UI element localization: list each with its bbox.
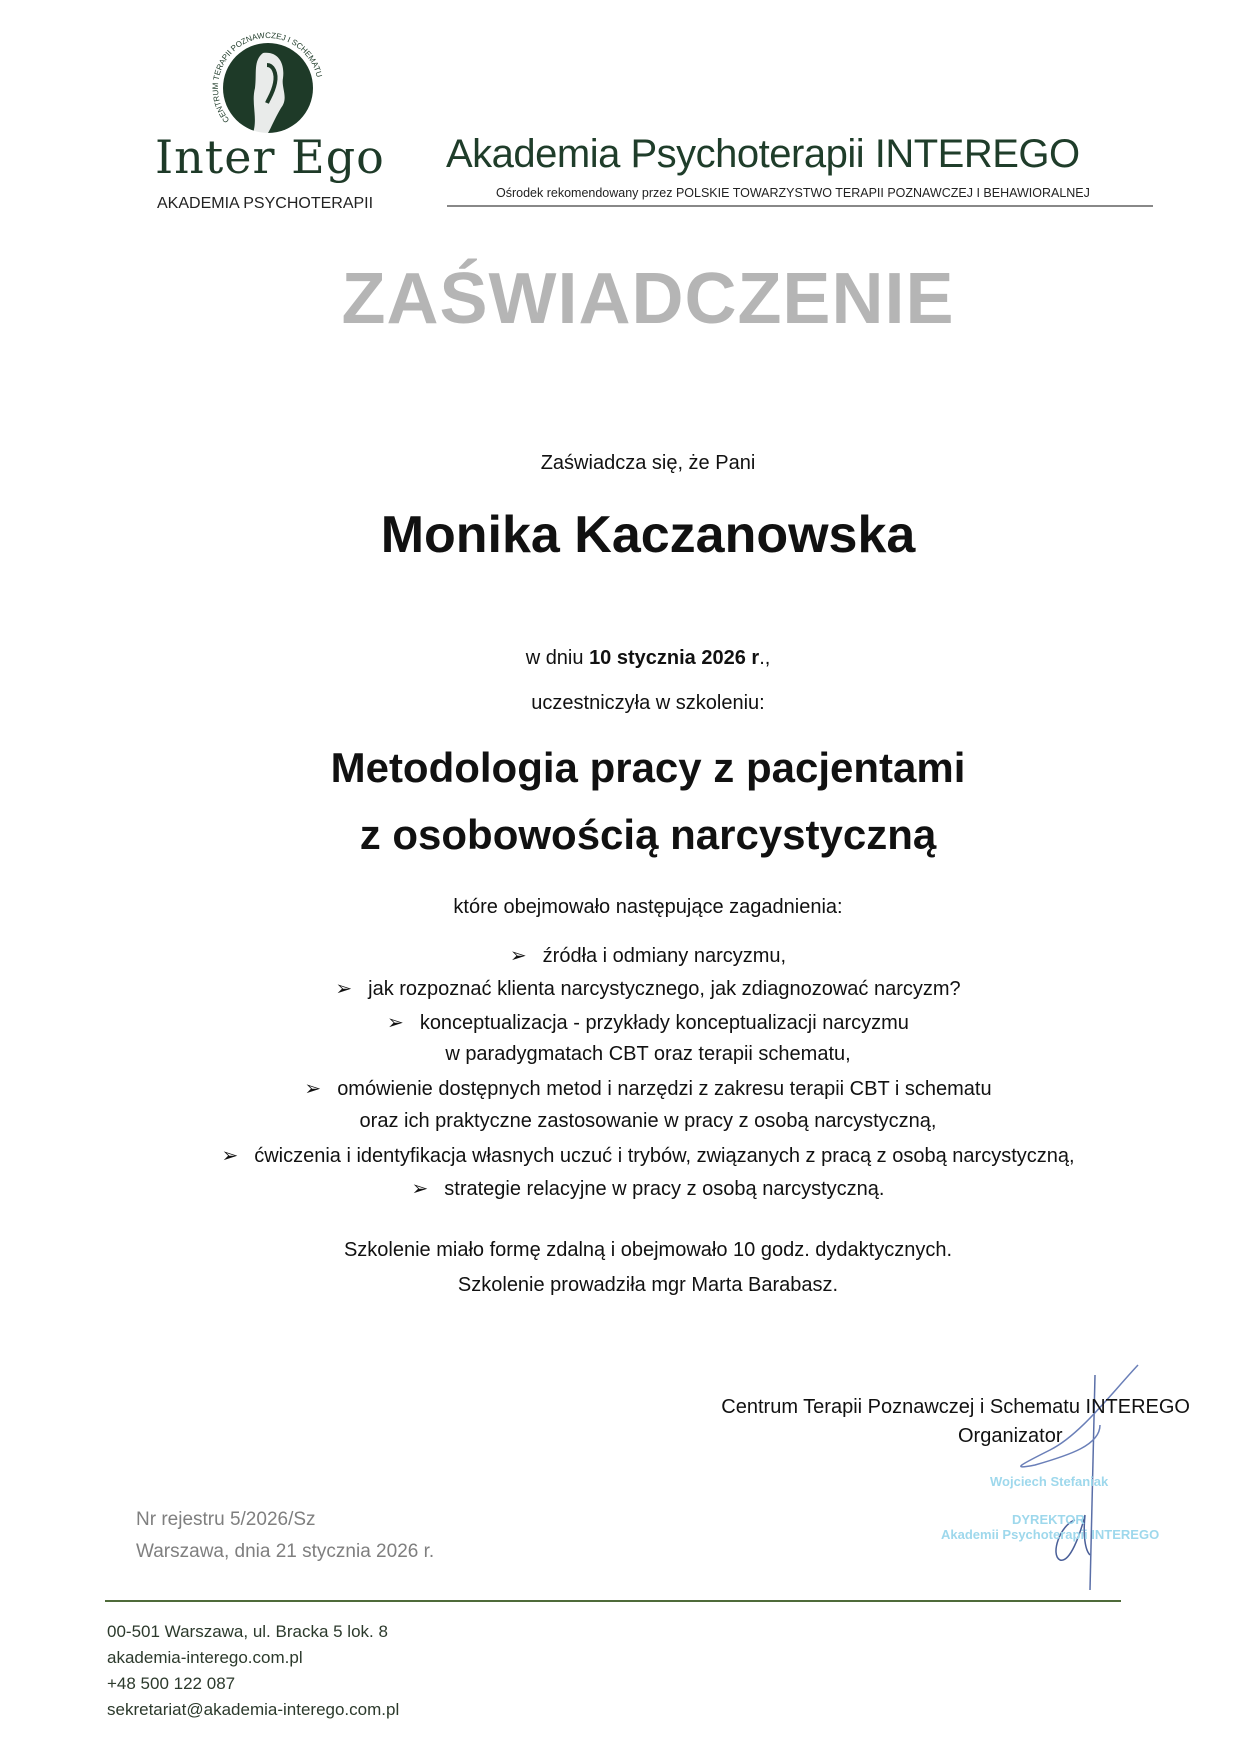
topic-text: konceptualizacja - przykłady konceptualizacji narcyzmu	[419, 1011, 909, 1034]
footer-website[interactable]: akademia-interego.com.pl	[107, 1648, 303, 1667]
registry-number: Nr rejestru 5/2026/Sz	[136, 1509, 316, 1530]
topic-text: w paradygmatach CBT oraz terapii schematu,	[445, 1042, 851, 1065]
arrow-bullet-icon: ➢	[335, 978, 353, 1001]
topic-text: źródła i odmiany narcyzmu,	[542, 945, 787, 967]
logo-ring-icon	[208, 28, 328, 128]
topic-item	[0, 1176, 1240, 1201]
date-line	[0, 647, 1240, 670]
course-title-line1: Metodologia pracy z pacjentami	[330, 744, 966, 791]
topic-text: omówienie dostępnych metod i narzędzi z zakresu terapii CBT i schematu	[337, 1078, 992, 1101]
course-date: 10 stycznia 2026 r	[589, 647, 760, 669]
stamp-name: Wojciech Stefaniak	[990, 1474, 1109, 1489]
date-suffix: .,	[759, 647, 771, 669]
topic-item	[0, 943, 1240, 968]
footer-email[interactable]: sekretariat@akademia-interego.com.pl	[107, 1700, 400, 1719]
intro-text: Zaświadcza się, że Pani	[540, 452, 756, 474]
topic-text: jak rozpoznać klienta narcystycznego, jak zdiagnozować narcyzm?	[368, 978, 961, 1001]
course-trainer: Szkolenie prowadziła mgr Marta Barabasz.	[457, 1274, 839, 1296]
stamp-org: Akademii Psychoterapii INTEREGO	[941, 1527, 1160, 1542]
registry-place-date: Warszawa, dnia 21 stycznia 2026 r.	[136, 1541, 435, 1562]
date-prefix: w dniu	[525, 647, 590, 669]
topics-intro: które obejmowało następujące zagadnienia:	[453, 896, 843, 918]
footer-address: 00-501 Warszawa, ul. Bracka 5 lok. 8	[107, 1622, 388, 1641]
logo-subtitle: AKADEMIA PSYCHOTERAPII	[157, 195, 374, 212]
arrow-bullet-icon: ➢	[411, 1178, 429, 1201]
topic-item	[0, 1110, 1240, 1133]
logo-name: Inter Ego	[155, 130, 385, 184]
topic-item	[0, 976, 1240, 1001]
org-subtitle: Ośrodek rekomendowany przez POLSKIE TOWARZYSTWO TERAPII POZNAWCZEJ I BEHAWIORALNEJ	[496, 186, 1090, 200]
header-divider	[447, 205, 1153, 207]
arrow-bullet-icon: ➢	[304, 1078, 322, 1101]
organizer-name: Centrum Terapii Poznawczej i Schematu INTEREGO	[721, 1396, 1190, 1418]
topic-text: ćwiczenia i identyfikacja własnych uczuć i trybów, związanych z pracą z osobą narcystyczną,	[254, 1144, 1075, 1167]
topic-item	[0, 1010, 1240, 1035]
arrow-bullet-icon: ➢	[387, 1011, 404, 1034]
participant-name: Monika Kaczanowska	[380, 506, 916, 564]
stamp-role: DYREKTOR	[1012, 1512, 1085, 1527]
course-title-line2: z osobowością narcystyczną	[359, 811, 937, 858]
footer-divider	[105, 1600, 1121, 1602]
topic-item	[0, 1076, 1240, 1101]
participated-text: uczestniczyła w szkoleniu:	[531, 692, 765, 714]
org-title: Akademia Psychoterapii INTEREGO	[446, 132, 1080, 176]
certificate-title: ZAŚWIADCZENIE	[341, 259, 955, 339]
topic-item	[0, 1143, 1240, 1168]
arrow-bullet-icon: ➢	[221, 1144, 239, 1167]
organizer-role: Organizator	[958, 1425, 1063, 1447]
topic-item	[0, 1043, 1240, 1066]
svg-text:CENTRUM TERAPII POZNAWCZEJ I S: CENTRUM TERAPII POZNAWCZEJ I SCHEMATU	[210, 30, 324, 125]
footer-phone: +48 500 122 087	[107, 1674, 236, 1693]
topic-text: oraz ich praktyczne zastosowanie w pracy z osobą narcystyczną,	[359, 1109, 937, 1132]
arrow-bullet-icon: ➢	[509, 945, 527, 967]
course-form: Szkolenie miało formę zdalną i obejmowało 10 godz. dydaktycznych.	[343, 1239, 953, 1261]
topic-text: strategie relacyjne w pracy z osobą narcystyczną.	[444, 1178, 885, 1201]
